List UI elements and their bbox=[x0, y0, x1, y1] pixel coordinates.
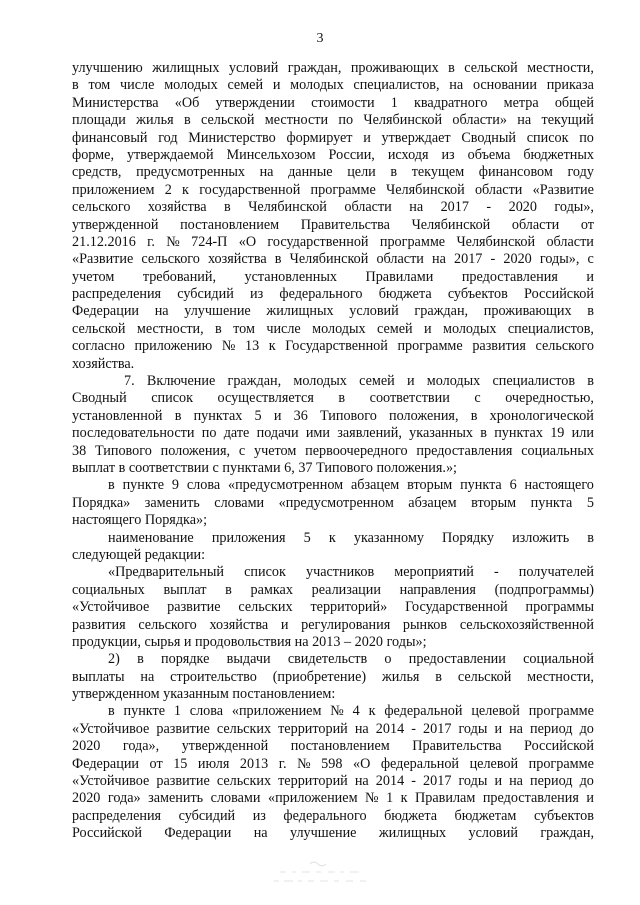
text-line: площади жилья в сельской местности по Челябинской области» на текущий bbox=[72, 112, 594, 129]
text-line: «Предварительный список участников мероприятий - получателей bbox=[108, 564, 594, 581]
text-line: в пункте 9 слова «предусмотренном абзацем вторым пункта 6 настоящего bbox=[108, 477, 594, 494]
text-line: Министерства «Об утверждении стоимости 1 квадратного метра общей bbox=[72, 94, 594, 111]
text-line: социальных выплат в рамках реализации направления (подпрограммы) bbox=[72, 581, 594, 598]
text-line: установленной в пунктах 5 и 36 Типового положения, в хронологической bbox=[72, 407, 594, 424]
text-line: утвержденном указанным постановлением: bbox=[72, 686, 336, 703]
text-line: Федерации от 15 июля 2013 г. № 598 «О федеральной целевой программе bbox=[72, 755, 594, 772]
scan-artifact-mark bbox=[270, 858, 380, 886]
text-line: Федерации на улучшение жилищных условий граждан, проживающих в bbox=[72, 303, 594, 320]
text-line: продукции, сырья и продовольствия на 2013 – 2020 годы»; bbox=[72, 633, 427, 650]
text-line: «Развитие сельского хозяйства в Челябинской области на 2017 - 2020 годы», с bbox=[72, 251, 594, 268]
text-line: 2) в порядке выдачи свидетельств о предоставлении социальной bbox=[108, 651, 594, 668]
text-line: сельского хозяйства в Челябинской области на 2017 - 2020 годы», bbox=[72, 199, 594, 216]
text-line: 21.12.2016 г. № 724-П «О государственной программе Челябинской области bbox=[72, 233, 594, 250]
text-line: 38 Типового положения, с учетом первоочередного предоставления социальных bbox=[72, 442, 594, 459]
text-line: Порядка» заменить словами «предусмотренном абзацем вторым пункта 5 bbox=[72, 494, 594, 511]
text-line: настоящего Порядка»; bbox=[72, 512, 208, 529]
text-line: Сводный список осуществляется в соответствии с очередностью, bbox=[72, 390, 594, 407]
text-line: форме, утверждаемой Минсельхозом России, исходя из объема бюджетных bbox=[72, 146, 594, 163]
text-line: распределения субсидий из федерального бюджета бюджетам субъектов bbox=[72, 807, 594, 824]
text-line: 7. Включение граждан, молодых семей и молодых специалистов в bbox=[124, 373, 594, 390]
text-line: финансовый год Министерство формирует и утверждает Сводный список по bbox=[72, 129, 594, 146]
text-line: распределения субсидий из федерального бюджета субъектов Российской bbox=[72, 286, 594, 303]
text-line: средств, предусмотренных на данные цели в текущем финансовом году bbox=[72, 164, 594, 181]
text-line: развития сельского хозяйства и регулирования рынков сельскохозяйственной bbox=[72, 616, 594, 633]
text-line: выплаты на строительство (приобретение) жилья в сельской местности, bbox=[72, 668, 594, 685]
text-line: согласно приложению № 13 к Государственной программе развития сельского bbox=[72, 338, 594, 355]
text-line: последовательности по дате подачи ими заявлений, указанных в пунктах 19 или bbox=[72, 425, 594, 442]
text-line: «Устойчивое развитие сельских территорий на 2014 - 2017 годы и на период до bbox=[72, 720, 594, 737]
text-line: 2020 года» заменить словами «приложением № 1 к Правилам предоставления и bbox=[72, 790, 594, 807]
text-line: в том числе молодых семей и молодых специалистов, на основании приказа bbox=[72, 77, 594, 94]
text-line: следующей редакции: bbox=[72, 546, 206, 563]
text-line: Российской Федерации на улучшение жилищных условий граждан, bbox=[72, 825, 594, 842]
text-line: наименование приложения 5 к указанному Порядку изложить в bbox=[108, 529, 594, 546]
page-number: 3 bbox=[316, 31, 324, 46]
document-body bbox=[72, 60, 594, 843]
text-line: в пункте 1 слова «приложением № 4 к федеральной целевой программе bbox=[108, 703, 594, 720]
text-line: 2020 года», утвержденной постановлением Правительства Российской bbox=[72, 738, 594, 755]
text-line: учетом требований, установленных Правилами предоставления и bbox=[72, 268, 594, 285]
text-line: приложением 2 к государственной программе Челябинской области «Развитие bbox=[72, 181, 594, 198]
text-line: улучшению жилищных условий граждан, проживающих в сельской местности, bbox=[72, 60, 594, 76]
text-line: «Устойчивое развитие сельских территорий» Государственной программы bbox=[72, 599, 594, 616]
text-line: хозяйства. bbox=[72, 355, 135, 372]
text-line: выплат в соответствии с пунктами 6, 37 Типового положения.»; bbox=[72, 459, 457, 476]
text-line: утвержденной постановлением Правительства Челябинской области от bbox=[72, 216, 594, 233]
text-line: сельской местности, в том числе молодых семей и молодых специалистов, bbox=[72, 320, 594, 337]
text-line: «Устойчивое развитие сельских территорий на 2014 - 2017 годы и на период до bbox=[72, 773, 594, 790]
